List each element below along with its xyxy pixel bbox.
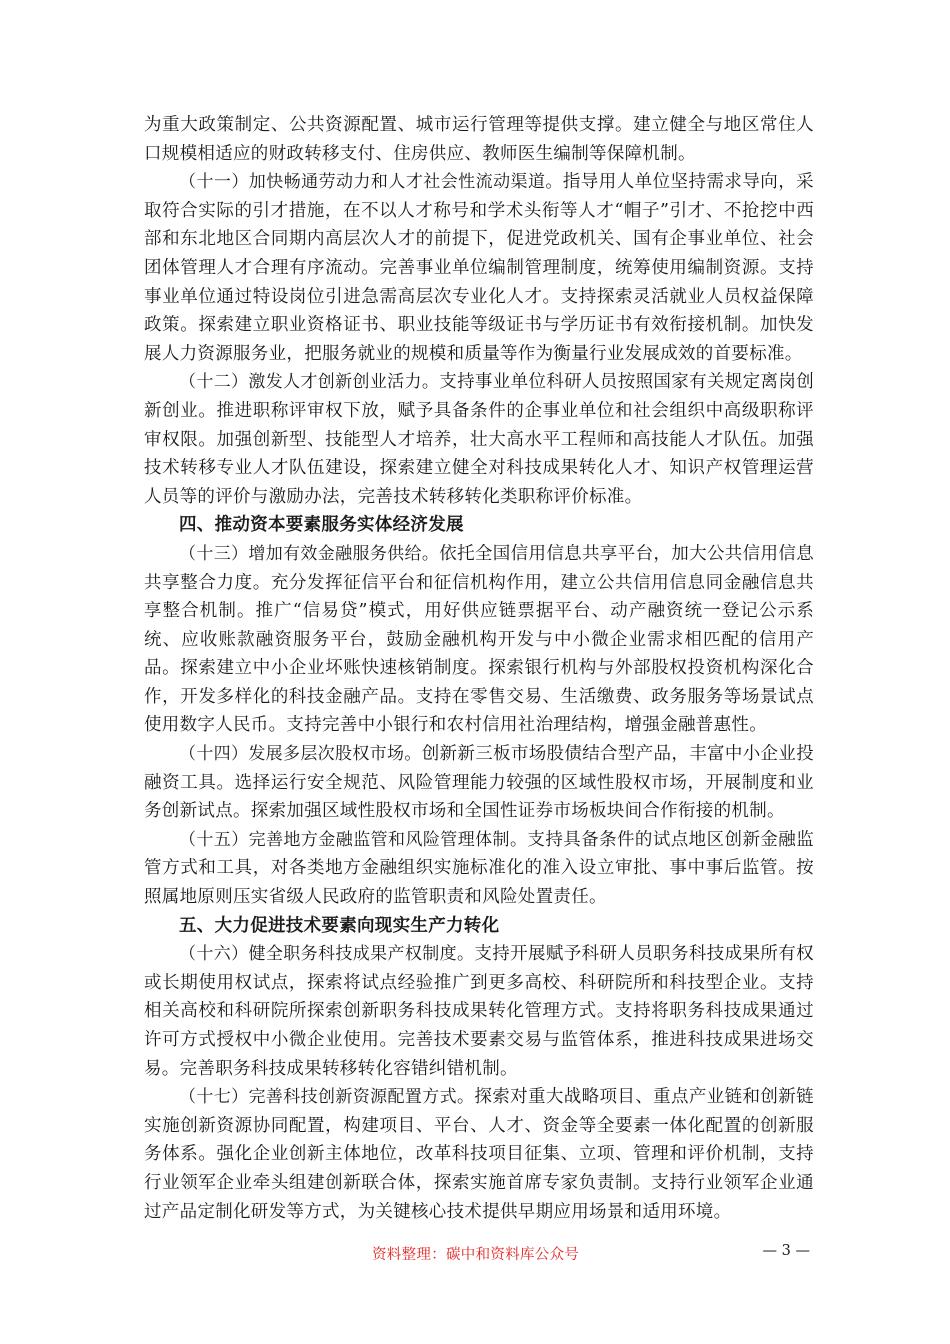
paragraph	[144, 940, 814, 1083]
paragraph-text: 支持开展赋予科研人员职务科技成果所有权或长期使用权试点，探索将试点经验推广到更多高校、科研院所和科技型企业。支持相关高校和科研院所探索创新职务科技成果转化管理方式。支持将职务科技成果通过许可方式授权中小微企业使用。完善技术要素交易与监管体系，推进科技成果进场交易。完善职务科技成果转移转化容错纠错机制。	[144, 944, 814, 1079]
page-number: — 3 —	[762, 1243, 810, 1259]
paragraph-lead: （十六）健全职务科技成果产权制度。	[179, 944, 475, 965]
paragraph-lead: （十五）完善地方金融监管和风险管理体制。	[179, 829, 528, 850]
paragraph-text: 支持具备条件的试点地区创新金融监管方式和工具，对各类地方金融组织实施标准化的准入设立审批、事中事后监管。按照属地原则压实省级人民政府的监管职责和风险处置责任。	[144, 829, 814, 908]
paragraph	[144, 826, 814, 912]
document-body	[144, 111, 814, 1226]
paragraph-lead: （十七）完善科技创新资源配置方式。	[179, 1087, 475, 1108]
paragraph-lead: （十四）发展多层次股权市场。	[179, 744, 422, 765]
paragraph-text: 依托全国信用信息共享平台，加大公共信用信息共享整合力度。充分发挥征信平台和征信机构作用，建立公共信用信息同金融信息共享整合机制。推广“信易贷”模式，用好供应链票据平台、动产融资统一登记公示系统、应收账款融资服务平台，鼓励金融机构开发与中小微企业需求相匹配的信用产品。探索建立中小企业坏账快速核销制度。探索银行机构与外部股权投资机构深化合作，开发多样化的科技金融产品。支持在零售交易、生活缴费、政务服务等场景试点使用数字人民币。支持完善中小银行和农村信用社治理结构，增强金融普惠性。	[144, 543, 814, 736]
paragraph-lead: （十一）加快畅通劳动力和人才社会性流动渠道。	[179, 172, 563, 193]
section-heading: 五、大力促进技术要素向现实生产力转化	[179, 915, 500, 936]
paragraph-text: 指导用人单位坚持需求导向，采取符合实际的引才措施，在不以人才称号和学术头衔等人才“帽子”引才、不抢挖中西部和东北地区合同期内高层次人才的前提下，促进党政机关、国有企事业单位、社会团体管理人才合理有序流动。完善事业单位编制管理制度，统筹使用编制资源。支持事业单位通过特设岗位引进急需高层次专业化人才。支持探索灵活就业人员权益保障政策。探索建立职业资格证书、职业技能等级证书与学历证书有效衔接机制。加快发展人力资源服务业，把服务就业的规模和质量等作为衡量行业发展成效的首要标准。	[144, 172, 814, 364]
paragraph	[144, 368, 814, 511]
paragraph-text: 创新新三板市场股债结合型产品，丰富中小企业投融资工具。选择运行安全规范、风险管理能力较强的区域性股权市场，开展制度和业务创新试点。探索加强区域性股权市场和全国性证券市场板块间合作衔接的机制。	[144, 744, 814, 822]
footer-source-note: 资料整理：碳中和资料库公众号	[372, 1247, 580, 1263]
paragraph	[144, 1083, 814, 1226]
paragraph-text: 支持事业单位科研人员按照国家有关规定离岗创新创业。推进职称评审权下放，赋予具备条件的企事业单位和社会组织中高级职称评审权限。加强创新型、技能型人才培养，壮大高水平工程师和高技能人才队伍。加强技术转移专业人才队伍建设，探索建立健全对科技成果转化人才、知识产权管理运营人员等的评价与激励办法，完善技术转移转化类职称评价标准。	[144, 372, 814, 507]
paragraph-text: 探索对重大战略项目、重点产业链和创新链实施创新资源协同配置，构建项目、平台、人才、资金等全要素一体化配置的创新服务体系。强化企业创新主体地位，改革科技项目征集、立项、管理和评价机制，支持行业领军企业牵头组建创新联合体，探索实施首席专家负责制。支持行业领军企业通过产品定制化研发等方式，为关键核心技术提供早期应用场景和适用环境。	[144, 1087, 814, 1222]
page-footer	[0, 1243, 950, 1267]
paragraph-text: 为重大政策制定、公共资源配置、城市运行管理等提供支撑。建立健全与地区常住人口规模相适应的财政转移支付、住房供应、教师医生编制等保障机制。	[144, 115, 814, 164]
paragraph	[144, 168, 814, 368]
paragraph-lead: （十三）增加有效金融服务供给。	[179, 543, 440, 564]
paragraph-lead: （十二）激发人才创新创业活力。	[179, 372, 440, 393]
paragraph	[144, 111, 814, 168]
section-heading: 四、推动资本要素服务实体经济发展	[179, 515, 464, 536]
paragraph	[144, 540, 814, 740]
paragraph	[144, 740, 814, 826]
